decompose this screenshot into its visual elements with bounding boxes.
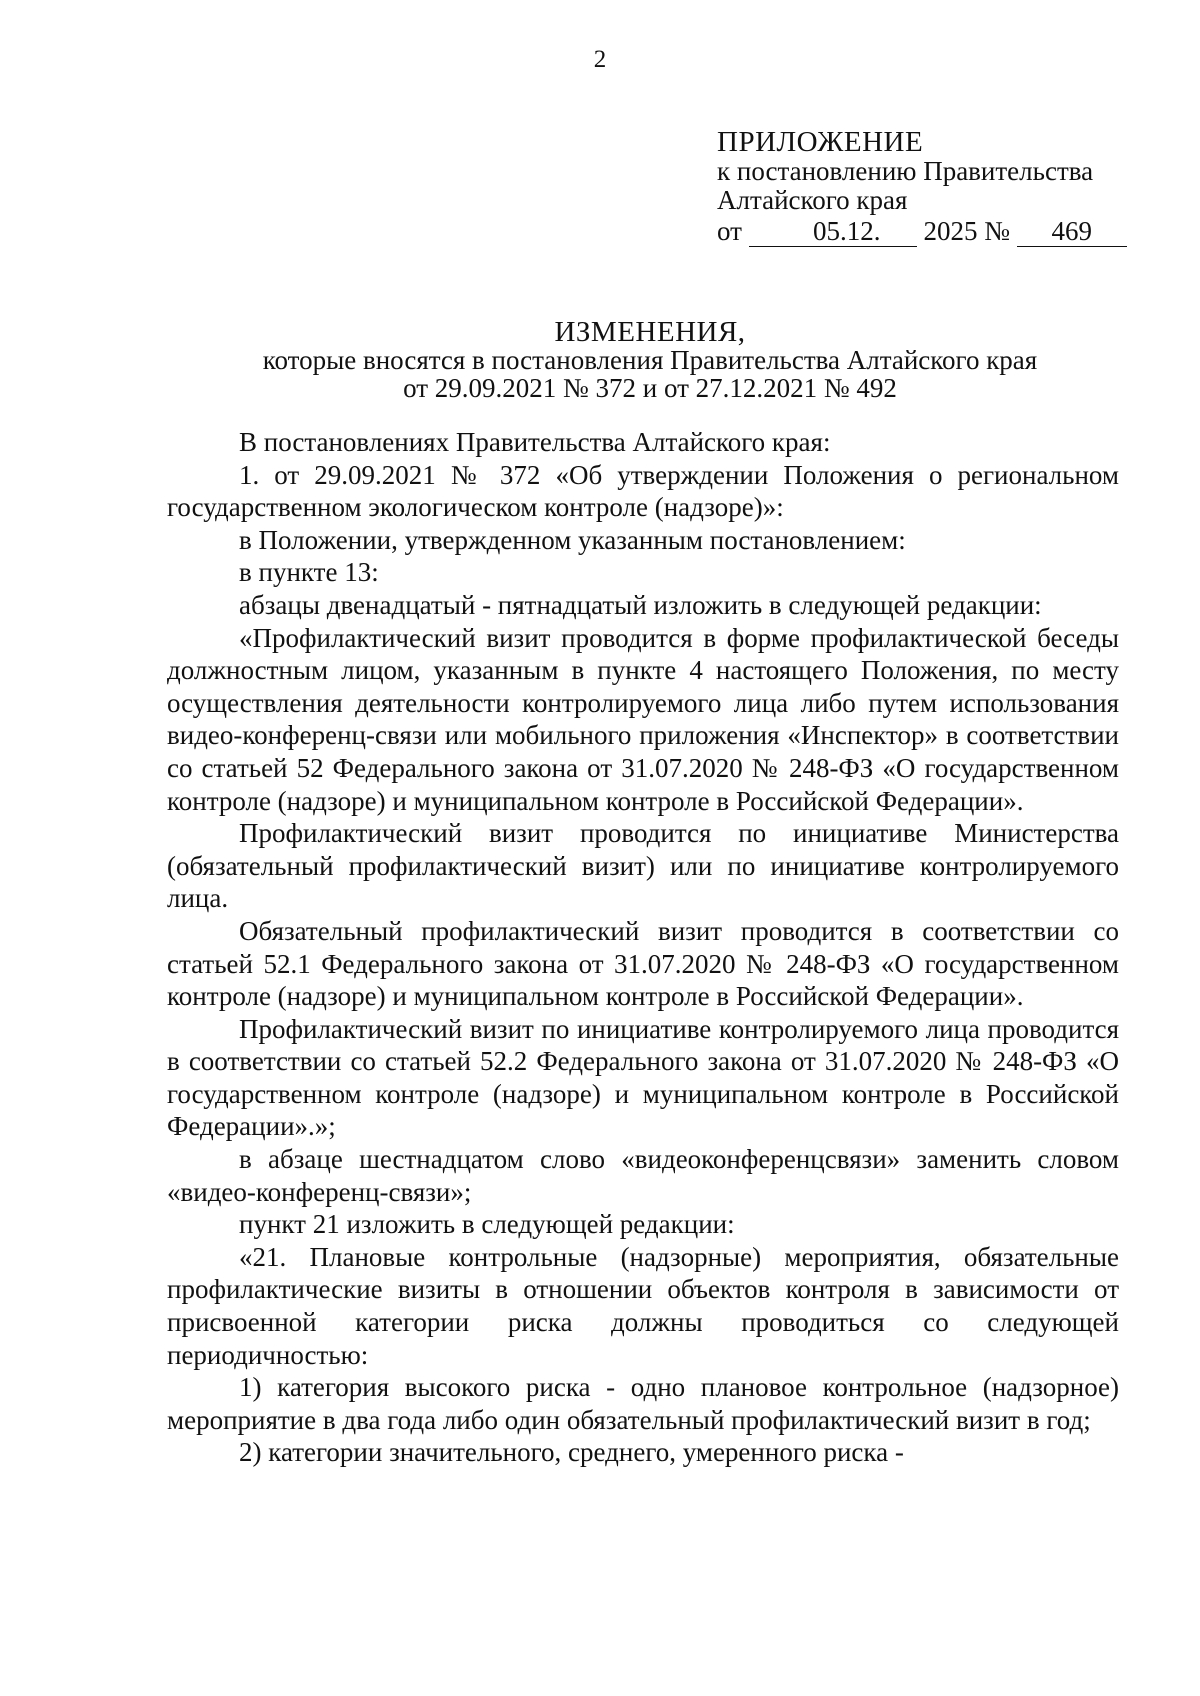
paragraph: в Положении, утвержденном указанным постановлением: xyxy=(239,524,906,555)
title-main: ИЗМЕНЕНИЯ, xyxy=(554,316,746,348)
appendix-block xyxy=(717,128,1177,247)
appendix-date-line xyxy=(717,217,1177,247)
year-number-label: 2025 № xyxy=(923,216,1010,246)
title-line-1: которые вносятся в постановления Правительства Алтайского края xyxy=(262,345,1038,375)
document-body xyxy=(167,426,1119,1469)
paragraph: В постановлениях Правительства Алтайского края: xyxy=(239,427,831,457)
appendix-heading: ПРИЛОЖЕНИЕ xyxy=(717,126,924,158)
paragraph: в абзаце шестнадцатом слово «видеоконференцсвязи» заменить словом «видео-конференц-связи»; xyxy=(167,1144,1119,1207)
paragraph: абзацы двенадцатый - пятнадцатый изложить в следующей редакции: xyxy=(239,589,1042,620)
paragraph: Профилактический визит проводится по инициативе Министерства (обязательный профилактический визит) или по инициативе контролируемого лица. xyxy=(167,818,1119,914)
date-prefix: от xyxy=(717,216,742,246)
document-title xyxy=(150,318,1150,402)
resolution-number: 469 xyxy=(1017,217,1127,247)
paragraph: 1) категория высокого риска - одно плановое контрольное (надзорное) мероприятие в два года либо один обязательный профилактический визит в год; xyxy=(167,1372,1119,1435)
paragraph: «Профилактический визит проводится в форме профилактической беседы должностным лицом, указанным в пункте 4 настоящего Положения, по месту осуществления деятельности контролируемого лица либо путем использования видео-конференц-связи или мобильного приложения «Инспектор» в соответствии со статьей 52 Федерального закона от 31.07.2020 № 248-ФЗ «О государственном контроле (надзоре) и муниципальном контроле в Российской Федерации». xyxy=(167,622,1119,816)
paragraph: в пункте 13: xyxy=(239,557,379,588)
paragraph: 1. от 29.09.2021 № 372 «Об утверждении Положения о региональном государственном экологическом контроле (надзоре)»: xyxy=(167,459,1119,523)
paragraph: 2) категории значительного, среднего, умеренного риска - xyxy=(239,1437,904,1468)
paragraph: «21. Плановые контрольные (надзорные) мероприятия, обязательные профилактические визиты в отношении объектов контроля в зависимости от присвоенной категории риска должны проводиться со следующей периодичностью: xyxy=(167,1241,1119,1370)
paragraph: Профилактический визит по инициативе контролируемого лица проводится в соответствии со статьей 52.2 Федерального закона от 31.07.2020 № 248-ФЗ «О государственном контроле (надзоре) и муниципальном контроле в Российской Федерации».»; xyxy=(167,1013,1119,1142)
paragraph: пункт 21 изложить в следующей редакции: xyxy=(239,1209,735,1240)
title-line-2: от 29.09.2021 № 372 и от 27.12.2021 № 492 xyxy=(403,373,897,403)
page-number: 2 xyxy=(593,46,607,73)
appendix-line-2: Алтайского края xyxy=(717,185,908,215)
paragraph: Обязательный профилактический визит проводится в соответствии со статьей 52.1 Федерального закона от 31.07.2020 № 248-ФЗ «О государственном контроле (надзоре) и муниципальном контроле в Российской Федерации». xyxy=(167,915,1119,1012)
appendix-line-1: к постановлению Правительства xyxy=(717,156,1094,186)
resolution-date: 05.12. xyxy=(749,217,917,247)
